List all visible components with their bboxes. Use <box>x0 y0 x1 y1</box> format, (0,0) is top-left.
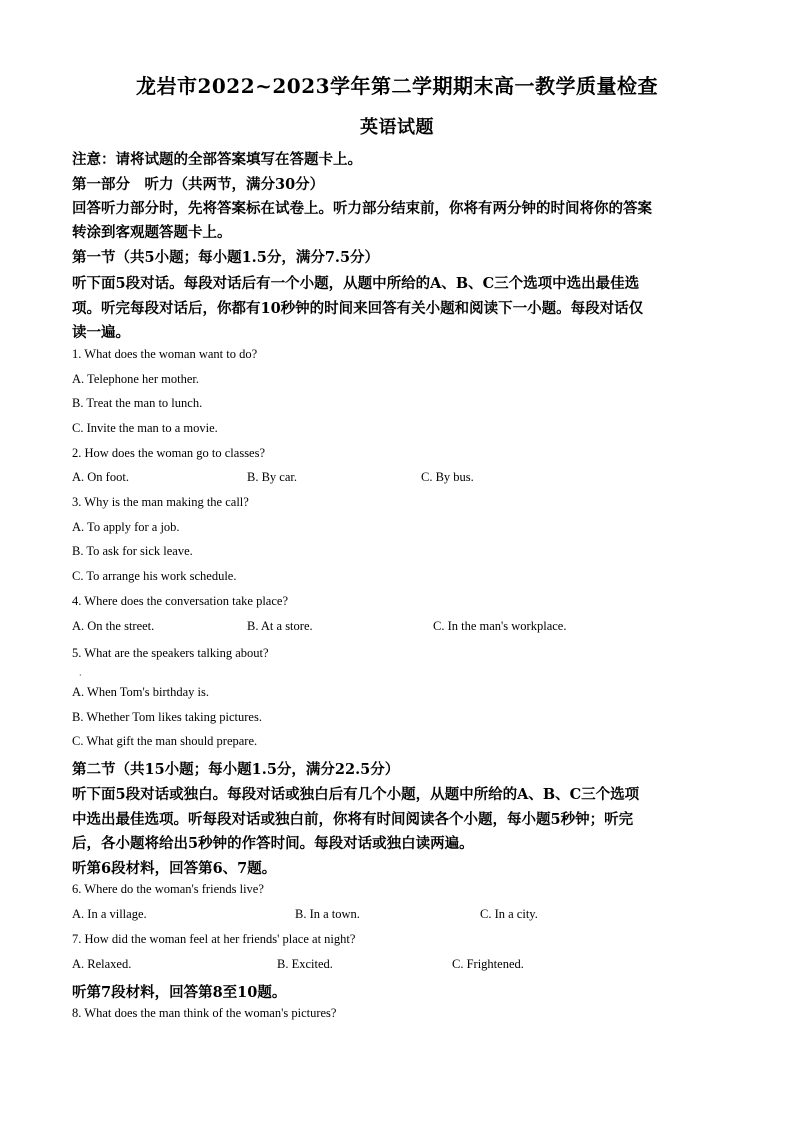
question-1-option-c: C. Invite the man to a movie. <box>72 421 218 435</box>
question-2-option-c: C. By bus. <box>421 470 474 484</box>
exam-title: 龙岩市2022~2023学年第二学期期末高一教学质量检查 <box>135 74 659 98</box>
question-1-option-b: B. Treat the man to lunch. <box>72 396 203 410</box>
question-5-option-b: B. Whether Tom likes taking pictures. <box>72 710 262 724</box>
question-6-option-b: B. In a town. <box>295 907 360 921</box>
part1-desc-line1: 回答听力部分时，先将答案标在试卷上。听力部分结束前，你将有两分钟的时间将你的答案 <box>72 200 652 217</box>
question-1-option-a: A. Telephone her mother. <box>72 372 199 386</box>
question-6-option-c: C. In a city. <box>480 907 538 921</box>
question-3-option-a: A. To apply for a job. <box>72 520 180 534</box>
question-8-stem: 8. What does the man think of the woman's pictures? <box>72 1006 337 1020</box>
question-2-stem: 2. How does the woman go to classes? <box>72 446 266 460</box>
question-2-option-b: B. By car. <box>247 470 297 484</box>
material-7-heading: 听第7段材料，回答第8至10题。 <box>72 984 287 1001</box>
question-4-option-c: C. In the man's workplace. <box>433 619 567 633</box>
question-4-option-b: B. At a store. <box>247 619 313 633</box>
question-4-stem: 4. Where does the conversation take place? <box>72 594 288 608</box>
question-7-option-b: B. Excited. <box>277 957 333 971</box>
section2-desc-line1: 听下面5段对话或独白。每段对话或独白后有几个小题，从题中所给的A、B、C三个选项 <box>72 786 640 803</box>
section2-desc-line2: 中选出最佳选项。听每段对话或独白前，你将有时间阅读各个小题，每小题5秒钟；听完 <box>72 811 634 828</box>
section1-desc-line3: 读一遍。 <box>72 324 130 341</box>
question-3-stem: 3. Why is the man making the call? <box>72 495 249 509</box>
section1-title: 第一节（共5小题；每小题1.5分，满分7.5分） <box>72 249 380 266</box>
question-6-stem: 6. Where do the woman's friends live? <box>72 882 264 896</box>
material-6-heading: 听第6段材料，回答第6、7题。 <box>72 860 277 877</box>
stray-dot-mark: · <box>79 671 82 680</box>
part1-desc-line2: 转涂到客观题答题卡上。 <box>72 224 232 241</box>
question-2-option-a: A. On foot. <box>72 470 129 484</box>
section2-desc-line3: 后，各小题将给出5秒钟的作答时间。每段对话或独白读两遍。 <box>72 835 474 852</box>
question-7-stem: 7. How did the woman feel at her friends' place at night? <box>72 932 356 946</box>
question-4-option-a: A. On the street. <box>72 619 155 633</box>
part1-title: 第一部分 听力（共两节，满分30分） <box>72 176 325 193</box>
question-6-option-a: A. In a village. <box>72 907 147 921</box>
question-7-option-a: A. Relaxed. <box>72 957 132 971</box>
question-7-option-c: C. Frightened. <box>452 957 524 971</box>
exam-subtitle: 英语试题 <box>360 117 434 138</box>
note-line: 注意：请将试题的全部答案填写在答题卡上。 <box>72 151 362 168</box>
question-5-option-a: A. When Tom's birthday is. <box>72 685 210 699</box>
section1-desc-line2: 项。听完每段对话后，你都有10秒钟的时间来回答有关小题和阅读下一小题。每段对话仅 <box>72 300 644 317</box>
section2-title: 第二节（共15小题；每小题1.5分，满分22.5分） <box>72 761 400 778</box>
question-3-option-c: C. To arrange his work schedule. <box>72 569 237 583</box>
question-1-stem: 1. What does the woman want to do? <box>72 347 258 361</box>
question-5-stem: 5. What are the speakers talking about? <box>72 646 269 660</box>
section1-desc-line1: 听下面5段对话。每段对话后有一个小题，从题中所给的A、B、C三个选项中选出最佳选 <box>72 275 640 292</box>
question-5-option-c: C. What gift the man should prepare. <box>72 734 258 748</box>
question-3-option-b: B. To ask for sick leave. <box>72 544 193 558</box>
